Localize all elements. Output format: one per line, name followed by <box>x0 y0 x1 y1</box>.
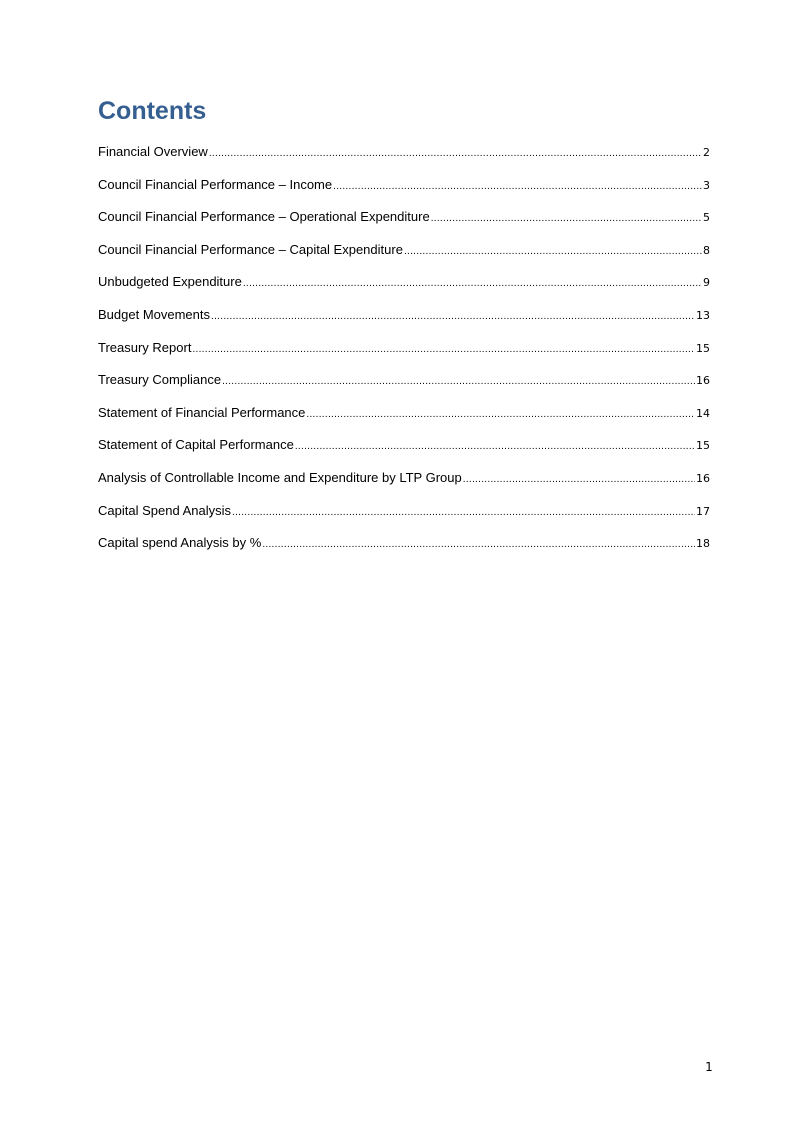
toc-entry-title: Statement of Financial Performance <box>98 404 306 420</box>
toc-entry-title: Financial Overview <box>98 144 208 159</box>
toc-dot-leader <box>404 242 702 262</box>
toc-entry-page: 5 <box>703 211 710 225</box>
toc-entry-page: 16 <box>696 471 710 485</box>
toc-dot-leader <box>243 274 702 294</box>
toc-entry-title: Treasury Report <box>98 339 192 355</box>
toc-entry-financial-overview[interactable] <box>98 142 710 175</box>
toc-entry-title: Capital Spend Analysis <box>98 502 231 518</box>
toc-dot-leader <box>306 405 695 425</box>
toc-dot-leader <box>295 437 695 457</box>
toc-entry-page: 15 <box>696 439 710 453</box>
toc-dot-leader <box>209 144 702 164</box>
toc-entry-page: 9 <box>703 276 710 290</box>
toc-entry-title: Analysis of Controllable Income and Expenditure by LTP Group <box>98 469 462 485</box>
toc-dot-leader <box>211 307 695 327</box>
toc-dot-leader <box>232 503 695 523</box>
toc-entry-statement-capital-performance[interactable] <box>98 435 710 468</box>
toc-dot-leader <box>262 535 695 555</box>
toc-entry-page: 16 <box>696 374 710 388</box>
table-of-contents <box>98 142 710 566</box>
toc-dot-leader <box>431 209 702 229</box>
toc-entry-page: 15 <box>696 341 710 355</box>
toc-entry-title: Council Financial Performance – Operational Expenditure <box>98 209 430 225</box>
toc-entry-budget-movements[interactable] <box>98 305 710 338</box>
toc-entry-title: Unbudgeted Expenditure <box>98 274 242 290</box>
toc-entry-page: 2 <box>703 146 710 159</box>
toc-entry-income[interactable] <box>98 175 710 208</box>
toc-entry-unbudgeted-expenditure[interactable] <box>98 272 710 305</box>
toc-entry-title: Capital spend Analysis by % <box>98 535 262 551</box>
toc-dot-leader <box>192 340 695 360</box>
page-number: 1 <box>705 1060 713 1074</box>
toc-entry-title: Council Financial Performance – Capital Expenditure <box>98 241 403 257</box>
toc-entry-page: 17 <box>696 504 710 518</box>
toc-dot-leader <box>463 470 695 490</box>
toc-entry-page: 14 <box>696 406 710 420</box>
toc-dot-leader <box>333 177 702 197</box>
toc-entry-page: 3 <box>703 178 710 192</box>
toc-entry-capital-expenditure[interactable] <box>98 240 710 273</box>
contents-heading: Contents <box>98 97 207 125</box>
toc-entry-treasury-compliance[interactable] <box>98 370 710 403</box>
toc-entry-controllable-income-ltp[interactable] <box>98 468 710 501</box>
toc-entry-title: Treasury Compliance <box>98 372 222 388</box>
toc-dot-leader <box>222 372 695 392</box>
toc-entry-capital-spend-analysis[interactable] <box>98 501 710 534</box>
toc-entry-treasury-report[interactable] <box>98 338 710 371</box>
toc-entry-page: 13 <box>696 308 710 322</box>
toc-entry-operational-expenditure[interactable] <box>98 207 710 240</box>
toc-entry-page: 18 <box>696 537 710 551</box>
toc-entry-title: Council Financial Performance – Income <box>98 176 333 192</box>
toc-entry-title: Budget Movements <box>98 306 211 322</box>
toc-entry-page: 8 <box>703 243 710 257</box>
toc-entry-capital-spend-analysis-percent[interactable] <box>98 533 710 566</box>
toc-entry-statement-financial-performance[interactable] <box>98 403 710 436</box>
toc-entry-title: Statement of Capital Performance <box>98 437 294 453</box>
